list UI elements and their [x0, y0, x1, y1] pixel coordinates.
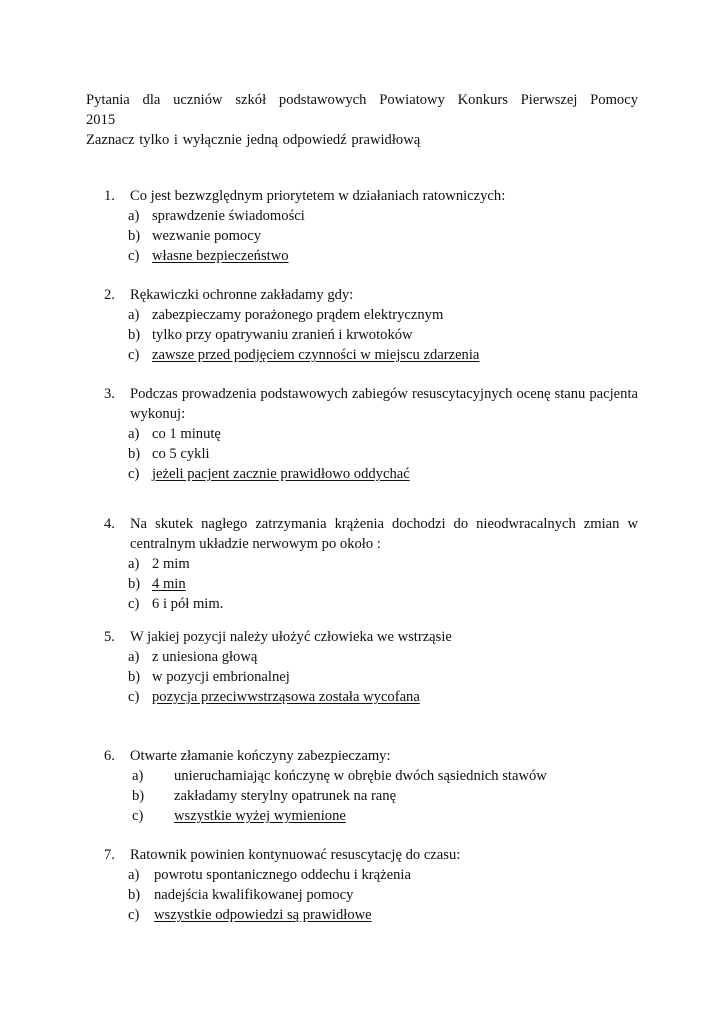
- option-letter: b): [128, 446, 141, 462]
- answer-option-b: [104, 885, 638, 905]
- option-letter: c): [128, 347, 140, 363]
- option-letter: b): [128, 228, 141, 244]
- answer-option-c: [104, 464, 638, 484]
- option-letter: c): [128, 596, 140, 612]
- question-number: 2.: [104, 287, 115, 303]
- option-text: zakładamy sterylny opatrunek na ranę: [174, 788, 397, 804]
- question-2: [104, 285, 638, 365]
- document-title: Pytania dla uczniów szkół podstawowych Powiatowy Konkurs Pierwszej Pomocy: [86, 92, 638, 108]
- option-letter: a): [128, 426, 140, 442]
- question-text: Ratownik powinien kontynuować resuscytację do czasu:: [130, 847, 461, 863]
- instruction-text: Zaznacz tylko i wyłącznie jedną odpowiedź prawidłową: [86, 132, 421, 148]
- answer-option-c: [104, 345, 638, 365]
- answer-option-b: [104, 444, 638, 464]
- correct-answer-text: zawsze przed podjęciem czynności w miejscu zdarzenia: [152, 347, 480, 363]
- question-1: [104, 186, 638, 266]
- question-text: Na skutek nagłego zatrzymania krążenia dochodzi do nieodwracalnych zmian w centralnym układzie nerwowym po około :: [130, 516, 638, 552]
- answer-option-a: [104, 766, 638, 786]
- option-text: 6 i pół mim.: [152, 596, 224, 612]
- question-7: [104, 845, 638, 925]
- document-year: 2015: [86, 112, 116, 128]
- question-number: 3.: [104, 386, 115, 402]
- answer-option-b: [104, 667, 638, 687]
- answer-option-b: [104, 786, 638, 806]
- option-letter: c): [128, 248, 140, 264]
- correct-answer-text: jeżeli pacjent zacznie prawidłowo oddychać: [152, 466, 410, 482]
- answer-option-c: [104, 246, 638, 266]
- option-letter: c): [128, 466, 140, 482]
- answer-option-b: [104, 574, 638, 594]
- question-3: [104, 384, 638, 484]
- question-5: [104, 627, 638, 707]
- question-6: [104, 746, 638, 826]
- option-letter: a): [128, 556, 140, 572]
- option-letter: b): [128, 327, 141, 343]
- correct-answer-text: 4 min: [152, 576, 186, 592]
- correct-answer-text: wszystkie wyżej wymienione: [174, 808, 346, 824]
- question-text: Rękawiczki ochronne zakładamy gdy:: [130, 287, 354, 303]
- question-4: [104, 514, 638, 614]
- option-text: z uniesiona głową: [152, 649, 258, 665]
- answer-option-c: [104, 594, 638, 614]
- question-text: Podczas prowadzenia podstawowych zabiegów resuscytacyjnych ocenę stanu pacjenta wykonuj:: [130, 386, 638, 422]
- question-text: Otwarte złamanie kończyny zabezpieczamy:: [130, 748, 391, 764]
- answer-option-a: [104, 305, 638, 325]
- option-letter: a): [132, 768, 144, 784]
- option-text: unieruchamiając kończynę w obrębie dwóch sąsiednich stawów: [174, 768, 547, 784]
- answer-option-a: [104, 554, 638, 574]
- option-letter: a): [128, 208, 140, 224]
- question-number: 5.: [104, 629, 115, 645]
- option-letter: a): [128, 307, 140, 323]
- option-letter: c): [128, 689, 140, 705]
- option-text: tylko przy opatrywaniu zranień i krwotoków: [152, 327, 413, 343]
- option-text: co 1 minutę: [152, 426, 221, 442]
- question-number: 7.: [104, 847, 115, 863]
- option-letter: a): [128, 867, 140, 883]
- question-number: 6.: [104, 748, 115, 764]
- correct-answer-text: wszystkie odpowiedzi są prawidłowe: [154, 907, 372, 923]
- answer-option-a: [104, 647, 638, 667]
- question-number: 4.: [104, 516, 115, 532]
- option-text: 2 mim: [152, 556, 190, 572]
- question-text: W jakiej pozycji należy ułożyć człowieka we wstrząsie: [130, 629, 452, 645]
- option-letter: c): [132, 808, 144, 824]
- answer-option-c: [104, 687, 638, 707]
- answer-option-a: [104, 865, 638, 885]
- correct-answer-text: własne bezpieczeństwo: [152, 248, 289, 264]
- answer-option-c: [104, 806, 638, 826]
- answer-option-c: [104, 905, 638, 925]
- option-letter: a): [128, 649, 140, 665]
- answer-option-b: [104, 325, 638, 345]
- option-text: wezwanie pomocy: [152, 228, 262, 244]
- option-letter: b): [128, 669, 141, 685]
- option-letter: b): [128, 887, 141, 903]
- option-text: sprawdzenie świadomości: [152, 208, 305, 224]
- option-text: w pozycji embrionalnej: [152, 669, 290, 685]
- option-text: nadejścia kwalifikowanej pomocy: [154, 887, 354, 903]
- option-text: zabezpieczamy porażonego prądem elektrycznym: [152, 307, 444, 323]
- option-letter: c): [128, 907, 140, 923]
- question-text: Co jest bezwzględnym priorytetem w działaniach ratowniczych:: [130, 188, 506, 204]
- correct-answer-text: pozycja przeciwwstrząsowa została wycofana: [152, 689, 420, 705]
- option-letter: b): [128, 576, 141, 592]
- question-number: 1.: [104, 188, 115, 204]
- answer-option-a: [104, 424, 638, 444]
- answer-option-b: [104, 226, 638, 246]
- option-text: co 5 cykli: [152, 446, 210, 462]
- option-letter: b): [132, 788, 145, 804]
- answer-option-a: [104, 206, 638, 226]
- option-text: powrotu spontanicznego oddechu i krążenia: [154, 867, 411, 883]
